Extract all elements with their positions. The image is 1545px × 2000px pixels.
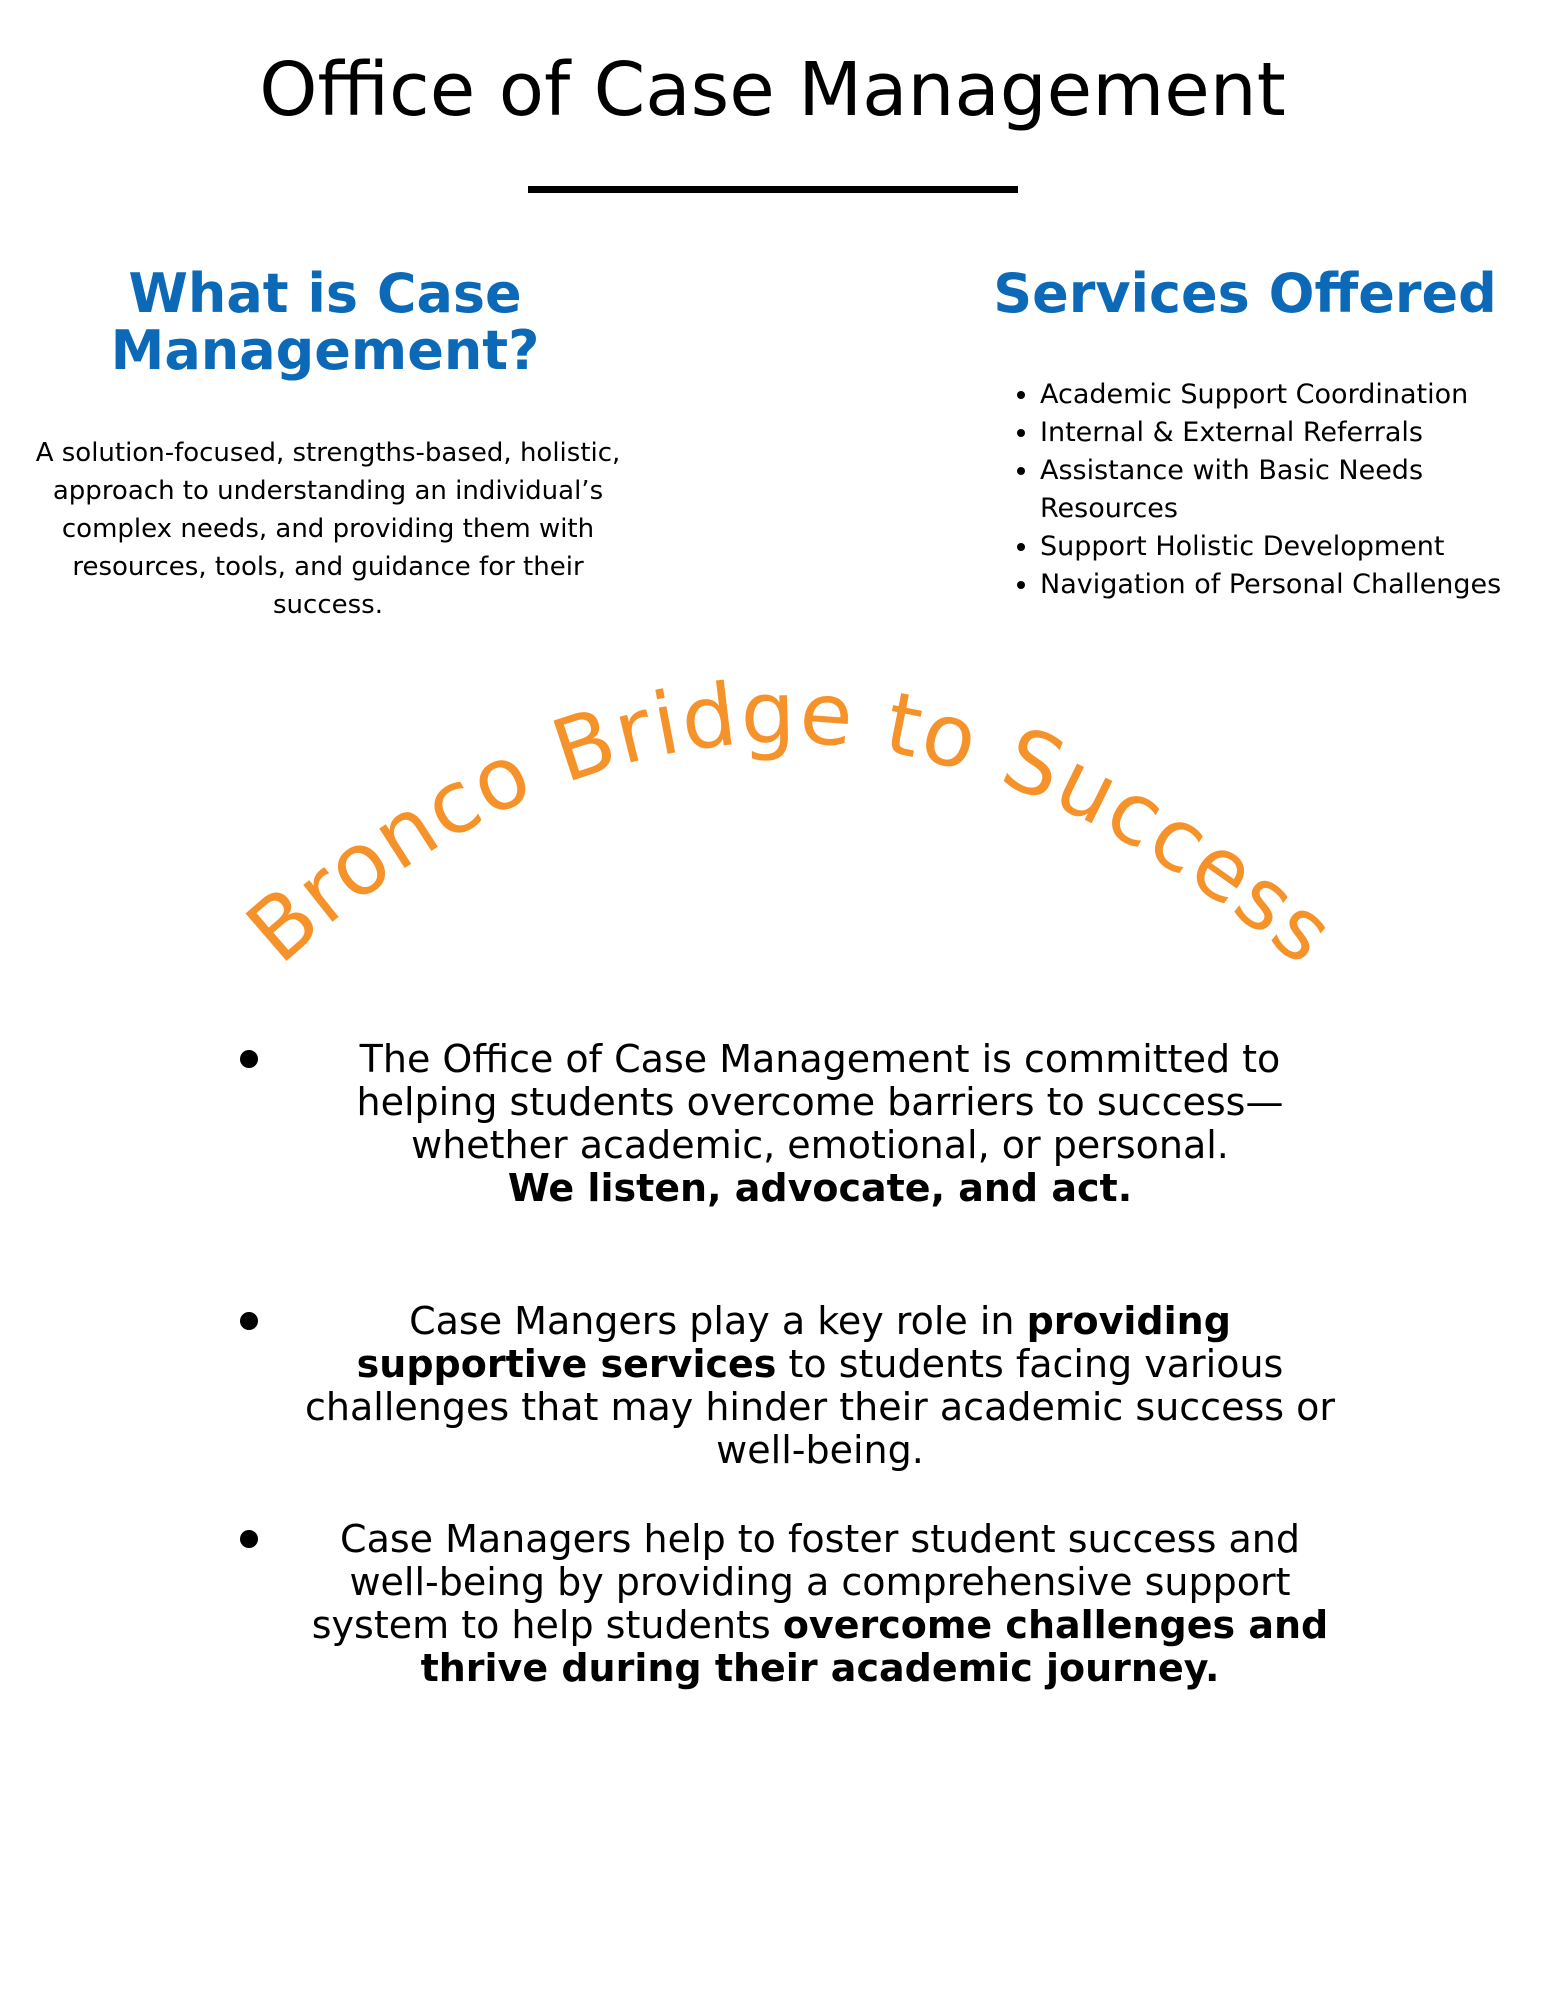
what-is-heading — [60, 262, 590, 382]
bronco-bridge-banner — [0, 640, 1545, 1100]
role-text-end: to students facing various challenges that may hinder their academic success or well-being. — [305, 1342, 1335, 1472]
case-management-definition: A solution-focused, strengths-based, holistic, approach to understanding an individual’s complex needs, and providing them with resources, tools, and guidance for their success. — [35, 438, 621, 620]
service-item: • Academic Support Coordination — [1040, 376, 1540, 414]
role-text-bold: providing supportive services — [356, 1299, 1231, 1386]
mission-emphasis: We listen, advocate, and act. — [507, 1166, 1133, 1210]
role-point-text — [290, 1300, 1350, 1472]
page-title: Office of Case Management — [259, 47, 1286, 133]
bullet-dot — [240, 1312, 258, 1330]
what-is-heading-line1: What is Case — [128, 262, 522, 325]
bullet-dot — [240, 1530, 258, 1548]
what-is-heading-line2: Management? — [110, 318, 540, 382]
services-list — [1000, 376, 1540, 604]
title-divider — [528, 186, 1018, 193]
banner-text: Bronco Bridge to Success — [228, 663, 1354, 985]
banner-arc-text — [228, 663, 1353, 985]
support-point-text — [290, 1518, 1350, 1690]
bullet-dot — [240, 1050, 258, 1068]
role-text-start: Case Mangers play a key role in — [409, 1299, 1027, 1343]
support-text-start: Case Managers help to foster student success and well-being by providing a comprehensive support system to help students — [311, 1517, 1300, 1647]
service-item: • Support Holistic Development — [1040, 528, 1540, 566]
support-text-bold: overcome challenges and thrive during their academic journey. — [420, 1603, 1329, 1690]
service-item: • Assistance with Basic Needs Resources — [1040, 452, 1540, 528]
service-item: • Navigation of Personal Challenges — [1040, 566, 1540, 604]
services-heading: Services Offered — [993, 262, 1497, 325]
mission-statement: The Office of Case Management is committed to helping students overcome barriers to success—whether academic, emotional, or personal. — [356, 1037, 1284, 1167]
service-item: • Internal & External Referrals — [1040, 414, 1540, 452]
mission-point-text — [290, 1038, 1350, 1210]
